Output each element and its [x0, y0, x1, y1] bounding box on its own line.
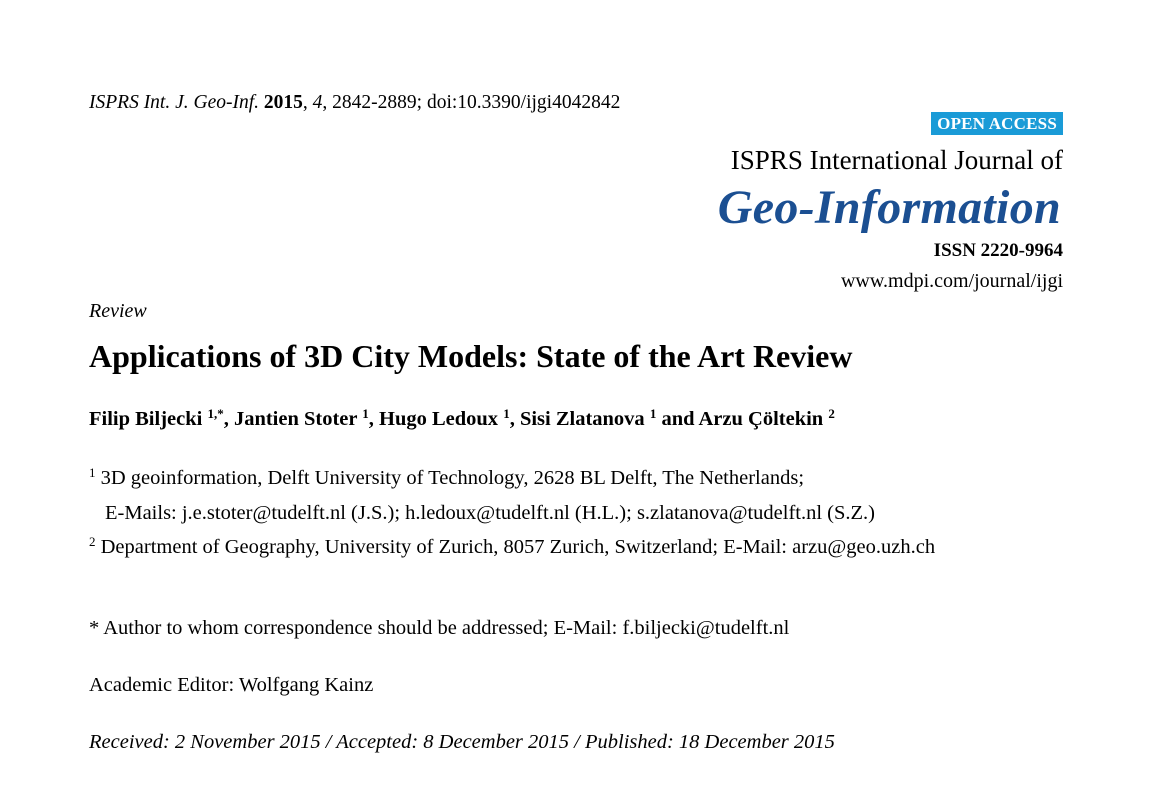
- affiliation-text: 3D geoinformation, Delft University of Technology, 2628 BL Delft, The Netherlands;: [100, 467, 805, 489]
- author-name: Sisi Zlatanova: [519, 408, 645, 430]
- citation-volume: 4: [312, 92, 323, 113]
- author-name: Hugo Ledoux: [379, 408, 499, 430]
- correspondence-note: * Author to whom correspondence should be addressed; E-Mail: f.biljecki@tudelft.nl: [89, 617, 790, 639]
- author-name: Arzu Çöltekin: [698, 408, 824, 430]
- citation-pages-doi: 2842-2889; doi:10.3390/ijgi4042842: [332, 92, 621, 113]
- article-type: Review: [89, 300, 147, 322]
- affiliation-text: Department of Geography, University of Zurich, 8057 Zurich, Switzerland; E-Mail: arzu@geo.uzh.ch: [100, 536, 936, 558]
- article-title: Applications of 3D City Models: State of the Art Review: [89, 338, 853, 374]
- journal-website-link[interactable]: www.mdpi.com/journal/ijgi: [840, 270, 1063, 292]
- author-affiliation-mark: 1: [362, 406, 369, 421]
- affiliation-number: 2: [89, 534, 96, 549]
- author-list: [89, 408, 835, 431]
- journal-name-line: ISPRS International Journal of: [730, 145, 1063, 175]
- author-name: Filip Biljecki: [89, 408, 203, 430]
- author-separator: ,: [223, 408, 234, 430]
- journal-abbreviation: ISPRS Int. J. Geo-Inf.: [89, 92, 260, 113]
- author-affiliation-mark: 1: [503, 406, 510, 421]
- citation-line: ISPRS Int. J. Geo-Inf. 2015, 4, 2842-2889; doi:10.3390/ijgi4042842: [89, 92, 621, 113]
- journal-name-logo: Geo-Information: [717, 181, 1061, 234]
- author-separator: and: [656, 408, 699, 430]
- affiliation-1: [89, 467, 804, 490]
- open-access-badge: OPEN ACCESS: [931, 112, 1063, 135]
- author-affiliation-mark: 1: [649, 406, 657, 421]
- author-affiliation-mark: 2: [828, 406, 835, 421]
- academic-editor: Academic Editor: Wolfgang Kainz: [89, 674, 374, 696]
- author-affiliation-mark: 1,*: [207, 406, 224, 421]
- author-name: Jantien Stoter: [233, 408, 358, 430]
- publication-dates: Received: 2 November 2015 / Accepted: 8 December 2015 / Published: 18 December 2015: [89, 731, 835, 753]
- author-separator: ,: [368, 408, 380, 430]
- journal-issn: ISSN 2220-9964: [933, 240, 1063, 261]
- author-separator: ,: [509, 408, 520, 430]
- citation-year: 2015: [263, 92, 303, 113]
- affiliation-2: [89, 536, 935, 559]
- affiliation-number: 1: [89, 465, 96, 480]
- affiliation-1-emails: E-Mails: j.e.stoter@tudelft.nl (J.S.); h.ledoux@tudelft.nl (H.L.); s.zlatanova@tudelft.nl (S.Z.): [105, 502, 876, 524]
